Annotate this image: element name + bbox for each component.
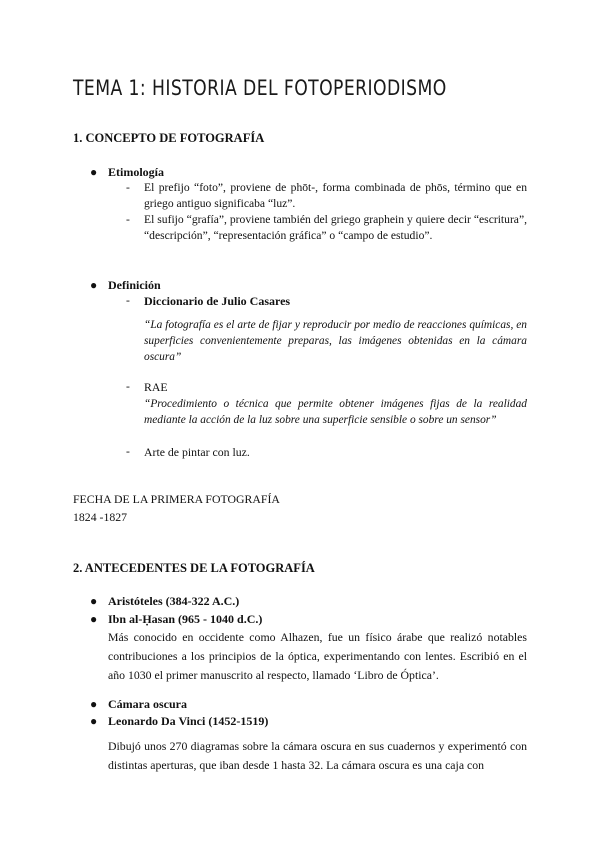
casares-quote: “La fotografía es el arte de fijar y reproducir por medio de reacciones químicas, en superficies convenientemente preparas, las imágenes obtenidas en la cámara oscura”	[144, 319, 527, 363]
fecha-value: 1824 -1827	[73, 510, 128, 524]
etimologia-label: Etimología	[108, 165, 164, 179]
bullet-icon: ●	[90, 594, 98, 608]
bullet-icon: ●	[90, 278, 98, 292]
fecha-label: FECHA DE LA PRIMERA FOTOGRAFÍA	[73, 492, 280, 506]
dash-icon: -	[126, 181, 130, 194]
section-2-heading: 2. ANTECEDENTES DE LA FOTOGRAFÍA	[73, 561, 315, 575]
bullet-icon: ●	[90, 697, 98, 711]
etimologia-item-2: El sufijo “grafía”, proviene también del griego graphein y quiere decir “escritura”, “descripción”, “representación gráfica” o “campo de estudio”.	[144, 213, 527, 242]
section-1-heading: 1. CONCEPTO DE FOTOGRAFÍA	[73, 131, 265, 145]
davinci-paragraph: Dibujó unos 270 diagramas sobre la cámara oscura en sus cuadernos y experimentó con distintas aperturas, que iban desde 1 hasta 32. La cámara oscura es una caja con	[108, 739, 527, 772]
dash-icon: -	[126, 445, 130, 458]
page-title: TEMA 1: HISTORIA DEL FOTOPERIODISMO	[73, 76, 447, 100]
etimologia-item-1: El prefijo “foto”, proviene de phōt-, forma combinada de phōs, término que en griego antiguo significaba “luz”.	[144, 181, 527, 210]
definicion-label: Definición	[108, 278, 161, 292]
bullet-icon: ●	[90, 165, 98, 179]
dash-icon: -	[126, 213, 130, 226]
aristoteles-label: Aristóteles (384-322 A.C.)	[108, 594, 240, 608]
camara-oscura-label: Cámara oscura	[108, 697, 187, 711]
casares-label: Diccionario de Julio Casares	[144, 294, 291, 308]
ibn-paragraph: Más conocido en occidente como Alhazen, fue un físico árabe que realizó notables contribuciones a los principios de la óptica, experimentando con lentes. Escribió en el año 1030 el primer manuscrito al respecto, llamado ‘Libro de Óptica’.	[108, 630, 527, 682]
rae-quote: “Procedimiento o técnica que permite obtener imágenes fijas de la realidad mediante la acción de la luz sobre una superficie sensible o sobre un sensor”	[144, 398, 527, 426]
bullet-icon: ●	[90, 714, 98, 728]
rae-label: RAE	[144, 380, 168, 394]
dash-icon: -	[126, 380, 130, 393]
ibn-label: Ibn al-Ḥasan (965 - 1040 d.C.)	[108, 612, 263, 626]
bullet-icon: ●	[90, 612, 98, 626]
dash-icon: -	[126, 294, 130, 307]
davinci-label: Leonardo Da Vinci (1452-1519)	[108, 714, 269, 728]
definicion-item-3: Arte de pintar con luz.	[144, 445, 250, 459]
